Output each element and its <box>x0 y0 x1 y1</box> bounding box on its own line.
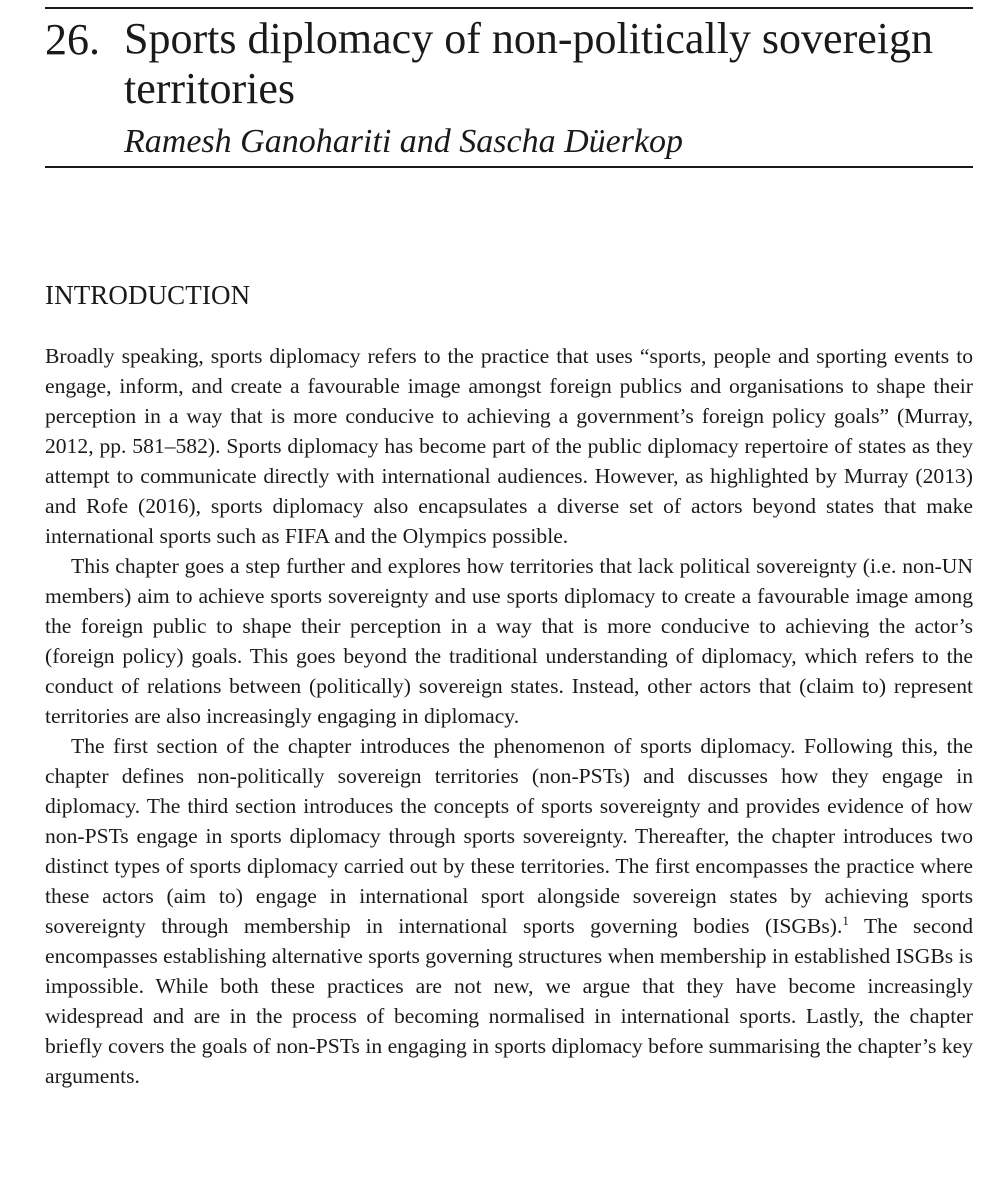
paragraph-1: Broadly speaking, sports diplomacy refers to the practice that uses “sports, people and sporting events to engage, inform, and create a favourable image amongst foreign publics and organisations to shape their perception in a way that is more conducive to achieving a government’s foreign policy goals” (Murray, 2012, pp. 581–582). Sports diplomacy has become part of the public diplomacy repertoire of states as they attempt to communicate directly with international audiences. However, as highlighted by Murray (2013) and Rofe (2016), sports diplomacy also encapsulates a diverse set of actors beyond states that make international sports such as FIFA and the Olympics possible. <box>45 344 973 548</box>
chapter-title: Sports diplomacy of non-politically sovereign territories <box>124 14 933 113</box>
chapter-authors: Ramesh Ganohariti and Sascha Düerkop <box>124 123 684 160</box>
paragraph-3-text-before-note: The first section of the chapter introduces the phenomenon of sports diplomacy. Following this, the chapter defines non-politically sovereign territories (non-PSTs) and discusses how they engage in diplomacy. The third section introduces the concepts of sports sovereignty and provides evidence of how non-PSTs engage in sports diplomacy through sports sovereignty. Thereafter, the chapter introduces two distinct types of sports diplomacy carried out by these territories. The first encompasses the practice where these actors (aim to) engage in international sport alongside sovereign states by achieving sports sovereignty through membership in international sports governing bodies (ISGBs). <box>45 734 973 938</box>
bottom-rule <box>45 166 973 168</box>
paragraph-3-text-after-note: The second encompasses establishing alternative sports governing structures when membership in established ISGBs is impossible. While both these practices are not new, we argue that they have become increasingly widespread and are in the process of becoming normalised in international sports. Lastly, the chapter briefly covers the goals of non-PSTs in engaging in sports diplomacy before summarising the chapter’s key arguments. <box>45 914 973 1088</box>
top-rule <box>45 7 973 9</box>
body-text <box>45 341 973 1091</box>
paragraph-2: This chapter goes a step further and explores how territories that lack political sovereignty (i.e. non-UN members) aim to achieve sports sovereignty and use sports diplomacy to create a favourable image among the foreign public to shape their perception in a way that is more conducive to achieving the actor’s (foreign policy) goals. This goes beyond the traditional understanding of diplomacy, which refers to the conduct of relations between (politically) sovereign states. Instead, other actors that (claim to) represent territories are also increasingly engaging in diplomacy. <box>45 554 973 728</box>
footnote-ref-1[interactable]: 1 <box>842 913 849 928</box>
section-heading: INTRODUCTION <box>45 280 251 310</box>
paragraph-3 <box>45 731 973 1091</box>
chapter-number: 26. <box>45 15 100 64</box>
